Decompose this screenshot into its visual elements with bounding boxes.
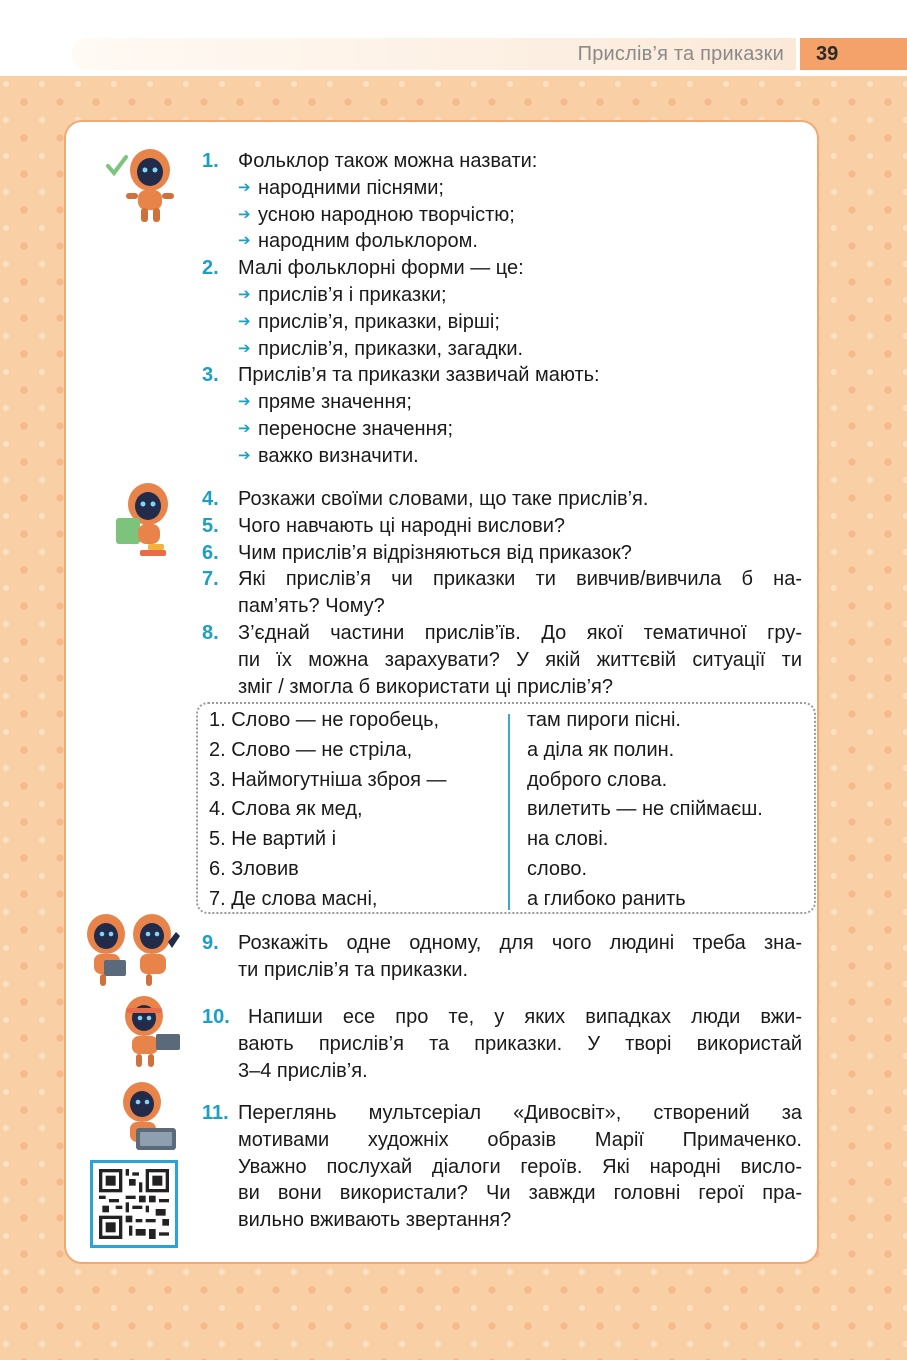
question-text: Розкажи своїми словами, що таке прислів’я. [238,488,649,510]
question-2 [202,255,802,282]
matching-exercise [196,702,816,914]
question-number: 10. [202,1006,230,1028]
question-number: 9. [202,932,219,954]
question-8 [202,620,802,700]
robot-writing-icon [110,994,186,1070]
question-number: 4. [202,488,219,510]
answer-option[interactable]: ➔ важко визначити. [202,443,802,470]
page-number: 39 [800,38,907,70]
proverb-start[interactable]: 1. Слово — не горобець, [209,709,440,731]
proverb-start[interactable]: 4. Слова як мед, [209,798,363,821]
arrow-icon: ➔ [238,232,251,250]
matching-left-column [209,706,447,915]
question-11-block [202,1100,802,1234]
question-number: 5. [202,514,219,537]
question-text: Чого навчають ці народні вислови? [238,514,566,537]
arrow-icon: ➔ [238,205,251,223]
question-number: 6. [202,541,219,564]
question-10-block [202,1004,802,1084]
question-text: Напиши есе про те, у яких випадках люди вжи- вають прислів’я та приказки. У творі використай 3–4 прислів’я. [238,1006,802,1082]
answer-option[interactable]: ➔ переносне значення; [202,416,802,443]
question-number: 3. [202,364,219,387]
question-9-block [202,930,802,984]
question-3 [202,362,802,389]
question-number: 11. [202,1102,229,1124]
arrow-icon: ➔ [238,446,251,464]
answer-option[interactable]: ➔ прислів’я, приказки, загадки. [202,336,802,363]
proverb-end[interactable]: там пироги пісні. [527,709,681,731]
proverb-end[interactable]: слово. [527,857,588,880]
question-text: Переглянь мультсеріал «Дивосвіт», створений за мотивами художніх образів Марії Примаченко. Уважно послухай діалоги героїв. Які народні висло- ви вони використали? Чи завжди головні герої пра- вильно вживають звертання? [238,1102,802,1232]
robot-check-icon [104,146,182,226]
question-text: З’єднай частини прислів’їв. До якої тематичної гру- пи їх можна зарахувати? У якій життєвій ситуації ти зміг / змогла б використати ці прислів’я? [238,621,802,698]
proverb-end[interactable]: вилетить — не спіймаєш. [527,798,763,821]
question-text: Малі фольклорні форми — це: [238,257,524,280]
proverb-end[interactable]: а глибоко ранить [527,887,686,910]
question-text: Які прислів’я чи приказки ти вивчив/вивчила б на- пам’ять? Чому? [238,568,802,618]
question-number: 7. [202,568,219,591]
question-10 [202,1004,802,1084]
robot-tablet-icon [108,1080,184,1158]
arrow-icon: ➔ [238,285,251,303]
proverb-start[interactable]: 6. Зловив [209,857,299,880]
question-text: Фольклор також можна назвати: [238,150,538,172]
page-section-title: Прислів’я та приказки [72,38,796,70]
question-5 [202,513,802,540]
question-11 [202,1100,802,1234]
question-text: Розкажіть одне одному, для чого людині треба зна- ти прислів’я та приказки. [238,932,802,981]
question-group-4-8 [202,486,802,700]
qr-code-icon[interactable] [90,1160,178,1248]
proverb-start[interactable]: 5. Не вартий і [209,828,337,851]
question-6 [202,540,802,567]
proverb-start[interactable]: 2. Слово — не стріла, [209,738,413,761]
question-7 [202,566,802,620]
question-text: Прислів’я та приказки зазвичай мають: [238,364,600,387]
proverb-end[interactable]: на слові. [527,828,609,851]
arrow-icon: ➔ [238,339,251,357]
arrow-icon: ➔ [238,312,251,330]
question-group-1-3 [202,148,802,470]
matching-right-column [527,706,763,915]
robots-pair-icon [78,912,186,988]
answer-option[interactable]: ➔ прислів’я і приказки; [202,282,802,309]
arrow-icon: ➔ [238,419,251,437]
question-4 [202,486,802,513]
arrow-icon: ➔ [238,178,251,196]
answer-option[interactable]: ➔ прислів’я, приказки, вірші; [202,309,802,336]
answer-option[interactable]: ➔ пряме значення; [202,389,802,416]
proverb-start[interactable]: 3. Наймогутніша зброя — [209,768,447,791]
question-number: 1. [202,150,219,172]
question-text: Чим прислів’я відрізняються від приказок? [238,541,632,564]
answer-option[interactable]: ➔ народним фольклором. [202,228,802,255]
question-number: 2. [202,257,219,280]
question-9 [202,930,802,984]
question-1 [202,148,802,175]
proverb-start[interactable]: 7. Де слова масні, [209,887,378,910]
proverb-end[interactable]: а діла як полин. [527,738,675,761]
arrow-icon: ➔ [238,393,251,411]
robot-reading-icon [108,480,188,560]
answer-option[interactable]: ➔ народними піснями; [202,175,802,202]
matching-divider [508,714,510,910]
question-number: 8. [202,621,219,644]
proverb-end[interactable]: доброго слова. [527,768,668,791]
answer-option[interactable]: ➔ усною народною творчістю; [202,202,802,229]
